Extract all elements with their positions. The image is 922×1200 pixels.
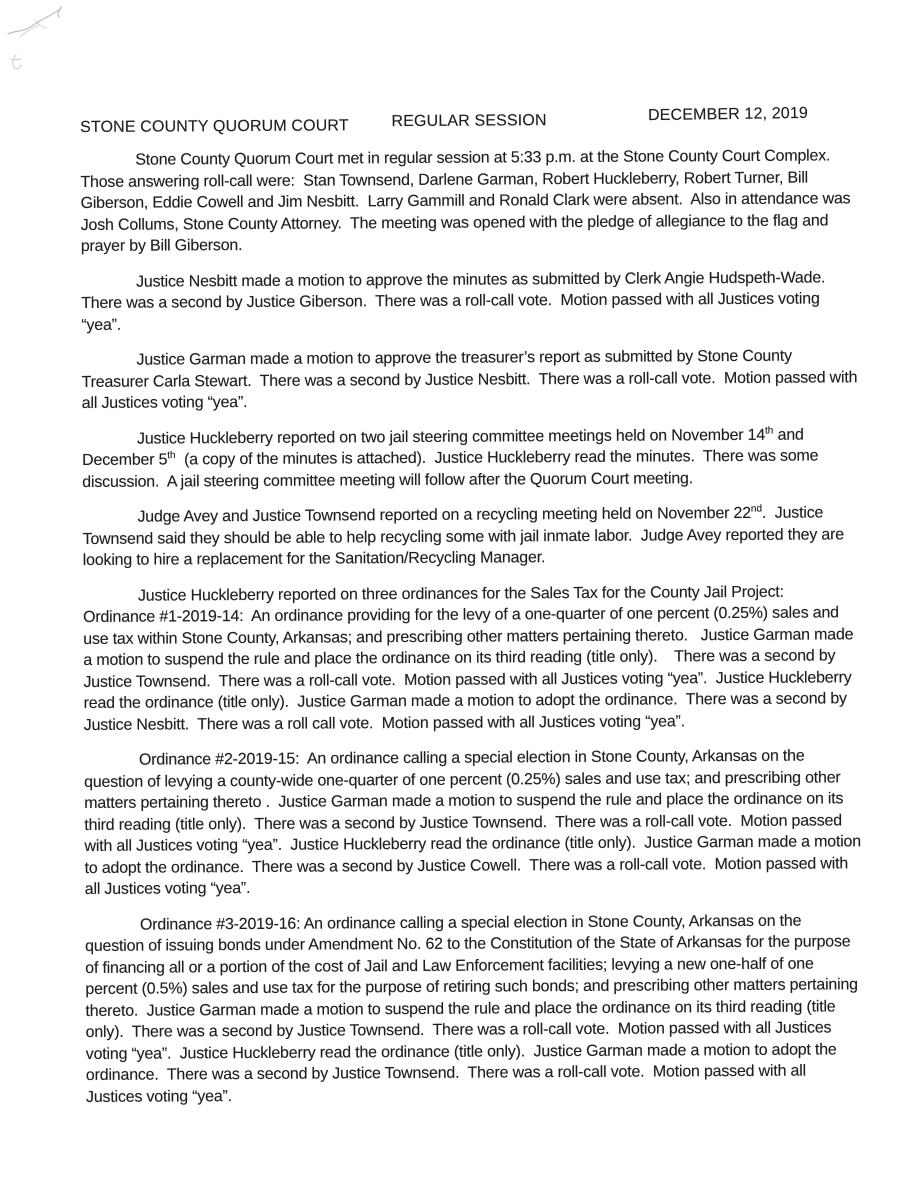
pen-scribble-artifact [4,6,74,76]
paragraph: Justice Huckleberry reported on two jail steering committee meetings held on November 14th and December 5th (a copy of the minutes is attached). Justice Huckleberry read the minutes. There was some discussion. A jail steering committee meeting will follow after the Quorum Court meeting. [82,424,823,491]
header-court-name: STONE COUNTY QUORUM COURT [80,117,349,136]
ordinal-superscript: th [167,450,176,462]
paragraph: Stone County Quorum Court met in regular session at 5:33 p.m. at the Stone County Court Complex. Those answering roll-call were: Stan Townsend, Darlene Garman, Robert Huckleberry, Robert Turner, Bill Giberson, Eddie Cowell and Jim Nesbitt. Larry Gammill and Ronald Clark were absent. Also in attendance was Josh Collums, Stone County Attorney. The meeting was opened with the pledge of allegiance to the flag and prayer by Bill Giberson. [80,147,855,255]
ordinal-superscript: th [764,424,774,436]
header-date: DECEMBER 12, 2019 [647,104,809,125]
document-body [80,145,864,1108]
paragraph: Ordinance #3-2019-16: An ordinance calling a special election in Stone County, Arkansas on the question of issuing bonds under Amendment No. 62 to the Constitution of the State of Arkansas for the purpose of financing all or a portion of the cost of Jail and Law Enforcement facilities; levying a new one-half of one percent (0.5%) sales and use tax for the purpose of retiring such bonds; and prescribing other matters pertaining thereto. Justice Garman made a motion to suspend the rule and place the ordinance on its third reading (title only). There was a second by Justice Townsend. There was a roll-call vote. Motion passed with all Justices voting “yea”. Justice Huckleberry read the ordinance (title only). Justice Garman made a motion to adopt the ordinance. There was a second by Justice Townsend. There was a roll-call vote. Motion passed with all Justices voting “yea”. [85,912,863,1106]
document-header [80,104,858,140]
paragraph: Ordinance #2-2019-15: An ordinance calling a special election in Stone County, Arkansas on the question of levying a county-wide one-quarter of one percent (0.25%) sales and use tax; and prescribing other matters pertaining thereto . Justice Garman made a motion to suspend the rule and place the ordinance on its third reading (title only). There was a second by Justice Townsend. There was a roll-call vote. Motion passed with all Justices voting “yea”. Justice Huckleberry read the ordinance (title only). Justice Garman made a motion to adopt the ordinance. There was a second by Justice Cowell. There was a roll-call vote. Motion passed with all Justices voting “yea”. [84,747,866,898]
ordinal-superscript: nd [750,503,763,515]
paragraph: Justice Huckleberry reported on three ordinances for the Sales Tax for the County Jail Project: Ordinance #1-2019-14: An ordinance providing for the levy of a one-quarter of one percent (0.25%) sales and use tax within Stone County, Arkansas; and prescribing other matters pertaining thereto. Justice Garman made a motion to suspend the rule and place the ordinance on its third reading (title only). There was a second by Justice Townsend. There was a roll-call vote. Motion passed with all Justices voting “yea”. Justice Huckleberry read the ordinance (title only). Justice Garman made a motion to adopt the ordinance. There was a second by Justice Nesbitt. There was a roll call vote. Motion passed with all Justices voting “yea”. [83,583,858,734]
document-content [80,104,866,1122]
paragraph: Judge Avey and Justice Townsend reported on a recycling meeting held on November 22nd. Justice Townsend said they should be able to help recycling some with jail inmate labor. Judge Avey reported they are looking to hire a replacement for the Sanitation/Recycling Manager. [82,503,849,569]
header-session-type: REGULAR SESSION [391,112,547,131]
paragraph: Justice Garman made a motion to approve the treasurer’s report as submitted by Stone County Treasurer Carla Stewart. There was a second by Justice Nesbitt. There was a roll-call vote. Motion passed with all Justices voting “yea”. [81,347,862,412]
paragraph: Justice Nesbitt made a motion to approve the minutes as submitted by Clerk Angie Hudspeth-Wade. There was a second by Justice Giberson. There was a roll-call vote. Motion passed with all Justices voting “yea”. [81,268,834,334]
